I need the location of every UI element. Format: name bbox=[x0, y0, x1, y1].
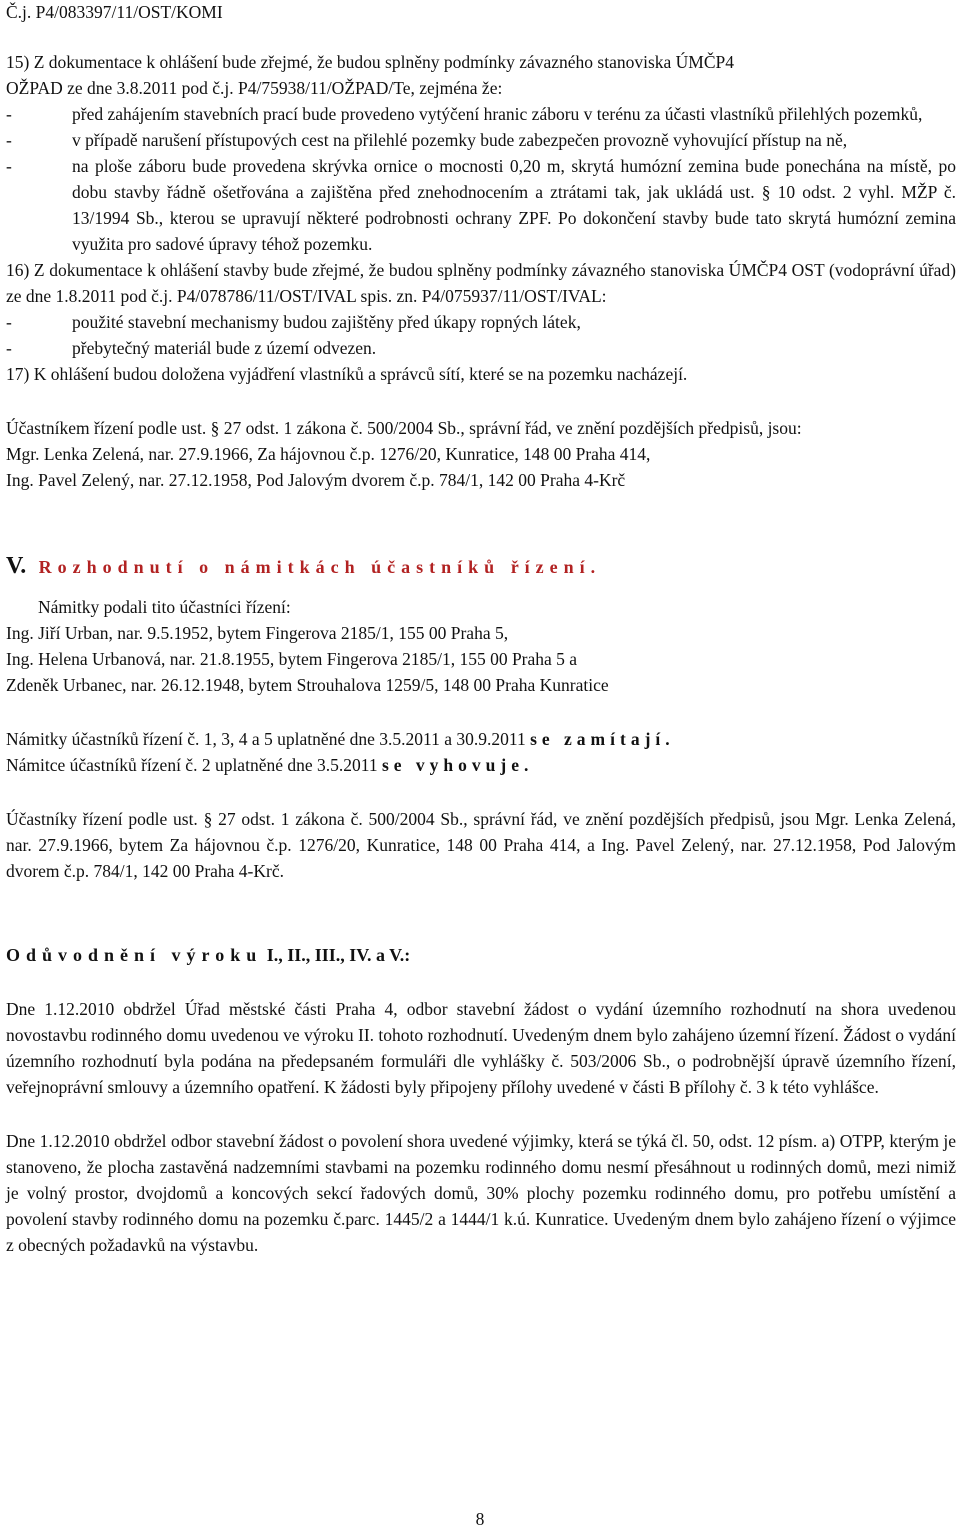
decision-2-text: Námitce účastníků řízení č. 2 uplatněné dne 3.5.2011 bbox=[6, 755, 378, 775]
dash-marker: - bbox=[6, 156, 12, 176]
item-15-line2: OŽPAD ze dne 3.8.2011 pod č.j. P4/75938/11/OŽPAD/Te, zejména že: bbox=[6, 78, 503, 98]
reasoning-paragraph-1: Dne 1.12.2010 obdržel Úřad městské části Praha 4, odbor stavební žádost o vydání územního rozhodnutí na shora uvedenou novostavbu rodinného domu uvedenou ve výroku II. tohoto rozhodnutí. Uvedeným dnem bylo zahájeno územní řízení. Žádost o vydání územního rozhodnutí byla podána na předepsaném formuláři dle vyhlášky č. 503/2006 Sb., o podrobnější úpravě územního řízení, veřejnoprávní smlouvy a územního opatření. K žádosti byly připojeny přílohy uvedené v části B přílohy č. 3 k této vyhlášce. bbox=[6, 999, 956, 1097]
section-v-title: Rozhodnutí o námitkách účastníků řízení. bbox=[38, 557, 602, 577]
reasoning-heading-rest: I., II., III., IV. a V.: bbox=[266, 945, 411, 965]
item-15-bullet-3 bbox=[6, 153, 956, 257]
item-15-bullet-2 bbox=[6, 127, 956, 153]
decision-1-text: Námitky účastníků řízení č. 1, 3, 4 a 5 uplatněné dne 3.5.2011 a 30.9.2011 bbox=[6, 729, 526, 749]
dash-marker: - bbox=[6, 312, 12, 332]
item-17-text: 17) K ohlášení budou doložena vyjádření vlastníků a správců sítí, které se na pozemku nacházejí. bbox=[6, 364, 688, 384]
item-16-bullet-1 bbox=[6, 309, 956, 335]
reasoning-paragraph-2: Dne 1.12.2010 obdržel odbor stavební žádost o povolení shora uvedené výjimky, která se týká čl. 50, odst. 12 písm. a) OTPP, kterým je stanoveno, že plocha zastavěná nadzemními stavbami na pozemku rodinného domu nesmí přesáhnout u rodinných domů, mezi nimiž je volný prostor, dvojdomů a koncových sekcí řadových domů, 30% plochy pozemku rodinného domu, pro potřebu umístění a povolení stavby rodinného domu na pozemku č.parc. 1445/2 a 1444/1 k.ú. Kunratice. Uvedeným dnem bylo zahájeno řízení o výjimce z obecných požadavků na výstavbu. bbox=[6, 1131, 956, 1255]
decision-1 bbox=[6, 726, 956, 752]
participants-intro: Účastníkem řízení podle ust. § 27 odst. 1 zákona č. 500/2004 Sb., správní řád, ve znění pozdějších předpisů, jsou: bbox=[6, 418, 802, 438]
participant-2: Ing. Pavel Zelený, nar. 27.12.1958, Pod Jalovým dvorem č.p. 784/1, 142 00 Praha 4-Krč bbox=[6, 470, 626, 490]
dash-marker: - bbox=[6, 338, 12, 358]
item-16-bullet-2 bbox=[6, 335, 956, 361]
document-body bbox=[6, 49, 956, 1258]
objector-1: Ing. Jiří Urban, nar. 9.5.1952, bytem Fingerova 2185/1, 155 00 Praha 5, bbox=[6, 623, 509, 643]
bullet-text: před zahájením stavebních prací bude provedeno vytýčení hranic záboru v terénu za účasti vlastníků přilehlých pozemků, bbox=[72, 104, 923, 124]
objector-2: Ing. Helena Urbanová, nar. 21.8.1955, bytem Fingerova 2185/1, 155 00 Praha 5 a bbox=[6, 649, 578, 669]
decision-2-verdict: se vyhovuje. bbox=[381, 755, 534, 775]
decision-2 bbox=[6, 752, 956, 778]
bullet-text: použité stavební mechanismy budou zajištěny před úkapy ropných látek, bbox=[72, 312, 581, 332]
dash-marker: - bbox=[6, 130, 12, 150]
reasoning-heading-spaced: Odůvodnění výroku bbox=[6, 945, 263, 965]
item-16-text: 16) Z dokumentace k ohlášení stavby bude zřejmé, že budou splněny podmínky závazného stanoviska ÚMČP4 OST (vodoprávní úřad) ze dne 1.8.2011 pod č.j. P4/078786/11/OST/IVAL spis. zn. P4/075937/11/OST/IVAL: bbox=[6, 260, 956, 306]
dash-marker: - bbox=[6, 104, 12, 124]
document-reference: Č.j. P4/083397/11/OST/KOMI bbox=[6, 2, 223, 22]
section-v-heading bbox=[6, 553, 956, 580]
page-number: 8 bbox=[475, 1509, 485, 1529]
bullet-text: v případě narušení přístupových cest na přilehlé pozemky bude zabezpečen provozně vyhovující přístup na ně, bbox=[72, 130, 848, 150]
item-15-bullet-1 bbox=[6, 101, 956, 127]
decision-1-verdict: se zamítají. bbox=[530, 729, 675, 749]
reasoning-heading bbox=[6, 942, 956, 968]
section-v-roman: V. bbox=[6, 553, 27, 579]
item-15-line1: 15) Z dokumentace k ohlášení bude zřejmé, že budou splněny podmínky závazného stanoviska ÚMČP4 bbox=[6, 52, 735, 72]
objector-3: Zdeněk Urbanec, nar. 26.12.1948, bytem Strouhalova 1259/5, 148 00 Praha Kunratice bbox=[6, 675, 609, 695]
bullet-text: na ploše záboru bude provedena skrývka ornice o mocnosti 0,20 m, skrytá humózní zemina bude ponechána na místě, po dobu stavby řádně ošetřována a zajištěna před znehodnocením a ztrátami tak, jak ukládá ust. § 10 odst. 2 vyhl. MŽP č. 13/1994 Sb., kterou se upravují některé podrobnosti ochrany ZPF. Po dokončení stavby bude tato skrytá humózní zemina využita pro sadové úpravy téhož pozemku. bbox=[72, 156, 956, 254]
bullet-text: přebytečný materiál bude z území odvezen. bbox=[72, 338, 377, 358]
participant-1: Mgr. Lenka Zelená, nar. 27.9.1966, Za hájovnou č.p. 1276/20, Kunratice, 148 00 Praha 414, bbox=[6, 444, 651, 464]
participants-paragraph: Účastníky řízení podle ust. § 27 odst. 1 zákona č. 500/2004 Sb., správní řád, ve znění pozdějších předpisů, jsou Mgr. Lenka Zelená, nar. 27.9.1966, bytem Za hájovnou č.p. 1276/20, Kunratice, 148 00 Praha 414, a Ing. Pavel Zelený, nar. 27.12.1958, Pod Jalovým dvorem č.p. 784/1, 142 00 Praha 4-Krč. bbox=[6, 809, 956, 881]
objections-intro: Námitky podali tito účastníci řízení: bbox=[38, 597, 291, 617]
